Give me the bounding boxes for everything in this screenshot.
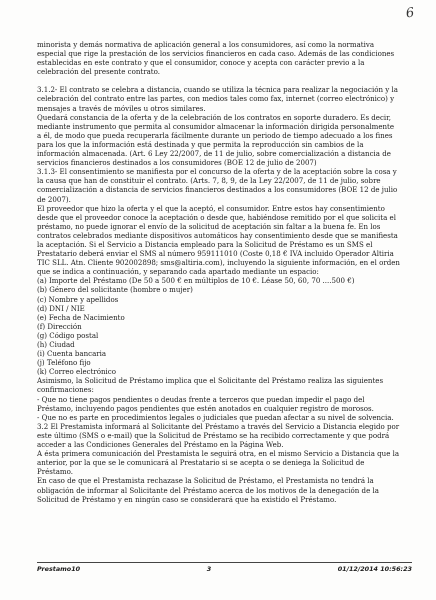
body-line: Prestatario deberá enviar el SMS al número 959111010 (Coste 0,18 € IVA incluido Operador Altiria: [37, 249, 394, 259]
body-line: mensajes a través de móviles u otros similares.: [37, 103, 206, 113]
body-line: celebración del contrato entre las partes, con medios tales como fax, internet (correo electrónico) y: [37, 94, 395, 104]
body-line: préstamo, no puede ignorar el envío de la solicitud de aceptación sin faltar a la buena fe. En los: [37, 221, 381, 231]
body-line: (i) Cuenta bancaria: [37, 349, 107, 359]
body-line: Préstamo, incluyendo pagos pendientes que estén anotados en cualquier registro de morosos.: [37, 403, 374, 413]
paragraph-gap: [37, 76, 412, 85]
body-line: Solicitud de Préstamo y en ningún caso se considerará que ha existido el Préstamo.: [37, 494, 337, 504]
body-line: (g) Código postal: [37, 330, 99, 340]
body-line: TIC SLL. Atn. Cliente 902002898; sms@altiria.com), incluyendo la siguiente información, en el orden: [37, 258, 400, 268]
body-line: (k) Correo electrónico: [37, 367, 116, 377]
body-line: En caso de que el Prestamista rechazase la Solicitud de Préstamo, el Prestamista no tendrá la: [37, 476, 374, 486]
footer-document-name: Prestamo10: [37, 565, 81, 573]
body-line: comercialización a distancia de servicios financieros destinados a los consumidores (BOE 12 de julio: [37, 185, 398, 195]
body-line: confirmaciones:: [37, 385, 94, 395]
body-line: para los que la información está destinada y que permita la reproducción sin cambios de la: [37, 139, 364, 149]
body-line: (j) Teléfono fijo: [37, 358, 91, 368]
body-line: información almacenada. (Art. 6 Ley 22/2007, de 11 de julio, sobre comercialización a distancia de: [37, 149, 391, 159]
body-line: (a) Importe del Préstamo (De 50 a 500 € en múltiplos de 10 €. Léase 50, 60, 70 ....500 €): [37, 276, 355, 286]
body-line: 3.2 El Prestamista informará al Solicitante del Préstamo a través del Servicio a Distancia elegido por: [37, 421, 400, 431]
body-line: celebración del presente contrato.: [37, 67, 160, 77]
body-line: anterior, por la que se le comunicará al Prestatario si se acepta o se deniega la Solicitud de: [37, 458, 365, 468]
footer-timestamp: 01/12/2014 10:56:23: [337, 565, 412, 573]
body-line: mediante instrumento que permita al consumidor almacenar la información dirigida personalmente: [37, 121, 395, 131]
body-line: Asimismo, la Solicitud de Préstamo implica que el Solicitante del Préstamo realiza las siguientes: [37, 376, 384, 386]
body-line: contratos celebrados mediante dispositivos automáticos hay consentimiento desde que se manifiesta: [37, 230, 398, 240]
body-line: desde que el proveedor conoce la aceptación o desde que, habiéndose remitido por el que solicita el: [37, 212, 396, 222]
body-line: que se indica a continuación, y separando cada apartado mediante un espacio:: [37, 267, 319, 277]
body-line: El proveedor que hizo la oferta y el que la aceptó, el consumidor. Entre estos hay consentimiento: [37, 203, 385, 213]
body-line: (f) Dirección: [37, 321, 82, 331]
body-line: Quedará constancia de la oferta y de la celebración de los contratos en soporte duradero. Es decir,: [37, 112, 392, 122]
footer-page-number: 3: [206, 565, 212, 573]
contract-body-text: [37, 40, 412, 504]
body-line: (b) Género del solicitante (hombre o mujer): [37, 285, 193, 295]
body-line: acceder a las Condiciones Generales del Préstamo en la Página Web.: [37, 440, 284, 450]
body-line: (e) Fecha de Nacimiento: [37, 312, 125, 322]
body-line: la aceptación. Si el Servicio a Distancia empleado para la Solicitud de Préstamo es un SMS el: [37, 239, 373, 249]
body-line: a él, de modo que pueda recuperarla fácilmente durante un periodo de tiempo adecuado a los fines: [37, 130, 393, 140]
body-line: 3.1.2- El contrato se celebra a distancia, cuando se utiliza la técnica para realizar la negociación y la: [37, 85, 398, 95]
body-line: - Que no tiene pagos pendientes o deudas frente a terceros que puedan impedir el pago del: [37, 394, 365, 404]
body-line: - Que no es parte en procedimientos legales o judiciales que puedan afectar a su nivel de solvencia.: [37, 412, 394, 422]
body-line: (h) Ciudad: [37, 340, 75, 349]
body-line: obligación de informar al Solicitante del Préstamo acerca de los motivos de la denegación de la: [37, 485, 379, 495]
body-line: especial que rige la prestación de los servicios financieros en cada caso. Además de las condiciones: [37, 49, 395, 59]
handwritten-page-number: 6: [404, 5, 416, 22]
body-line: (c) Nombre y apellidos: [37, 294, 119, 304]
body-line: A ésta primera comunicación del Prestamista le seguirá otra, en el mismo Servicio a Distancia que la: [37, 449, 400, 459]
body-line: 3.1.3- El consentimiento se manifiesta por el concurso de la oferta y de la aceptación sobre la cosa y: [37, 167, 397, 177]
body-line: la causa que han de constituir el contrato. (Arts. 7, 8, 9, de la Ley 22/2007, de 11 de julio, sobre: [37, 176, 381, 186]
body-line: de 2007).: [37, 194, 71, 204]
page-footer: [37, 562, 412, 573]
body-line: este último (SMS o e-mail) que la Solicitud de Préstamo se ha recibido correctamente y que podrá: [37, 430, 390, 440]
body-line: minorista y demás normativa de aplicación general a los consumidores, así como la normativa: [37, 40, 375, 49]
body-line: (d) DNI / NIE: [37, 303, 85, 313]
body-line: Préstamo.: [37, 467, 73, 477]
body-line: servicios financieros destinados a los consumidores (BOE 12 de julio de 2007): [37, 158, 317, 168]
body-line: establecidas en este contrato y que el consumidor, conoce y acepta con carácter previo a la: [37, 58, 365, 68]
